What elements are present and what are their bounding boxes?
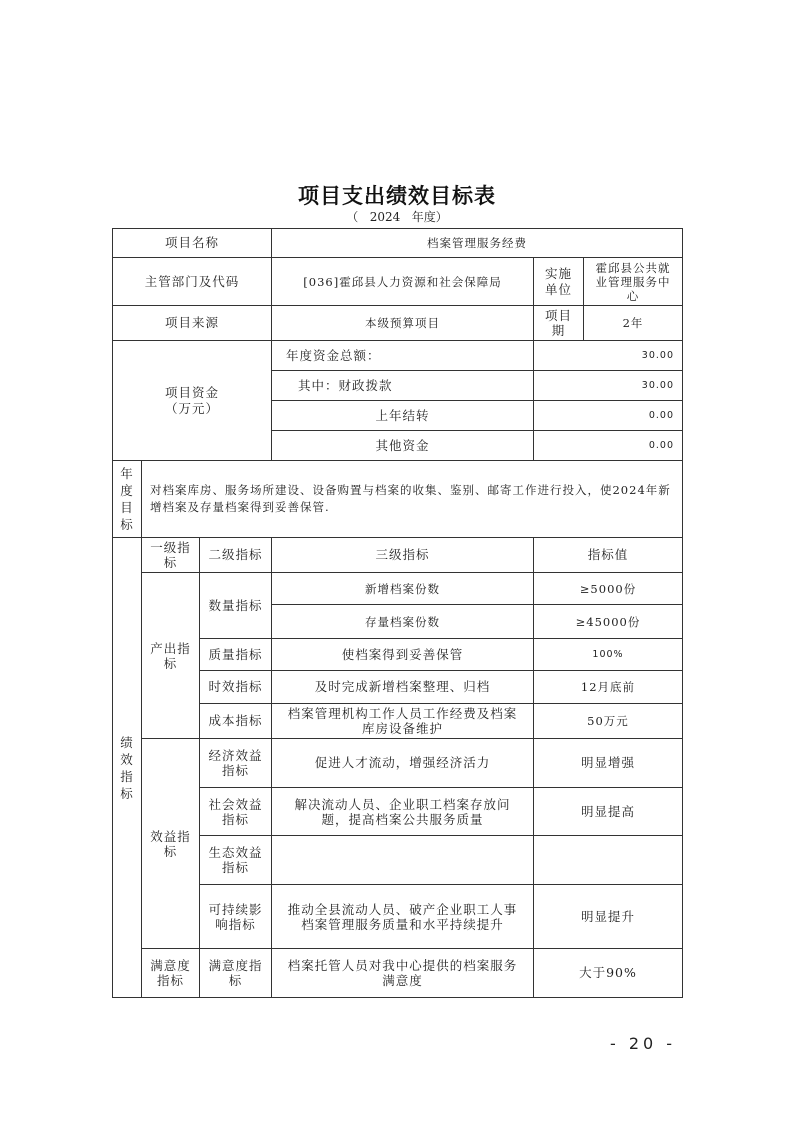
- level3-stock-files: 存量档案份数: [271, 604, 534, 639]
- level1-output: 产出指标: [141, 572, 200, 739]
- funds-carryover-label: 上年结转: [271, 400, 534, 431]
- project-name-label: 项目名称: [112, 228, 272, 258]
- value-cost: 50万元: [533, 703, 683, 739]
- value-new-files: ≥5000份: [533, 572, 683, 605]
- level2-timeliness: 时效指标: [199, 670, 272, 704]
- level2-satisfaction: 满意度指标: [199, 948, 272, 998]
- value-sustainable: 明显提升: [533, 884, 683, 949]
- level2-social: 社会效益指标: [199, 787, 272, 836]
- project-name-value: 档案管理服务经费: [271, 228, 683, 258]
- header-level1: 一级指标: [141, 537, 200, 573]
- dept-label: 主管部门及代码: [112, 257, 272, 306]
- funds-fiscal-value: 30.00: [533, 370, 683, 401]
- funds-label-line1: 项目资金: [164, 384, 219, 400]
- value-social: 明显提高: [533, 787, 683, 836]
- value-quality: 100%: [533, 638, 683, 671]
- level3-sustainable: 推动全县流动人员、破产企业职工人事档案管理服务质量和水平持续提升: [271, 884, 534, 949]
- dept-value: [036]霍邱县人力资源和社会保障局: [271, 257, 534, 306]
- source-value: 本级预算项目: [271, 305, 534, 341]
- value-satisfaction: 大于90%: [533, 948, 683, 998]
- value-economic: 明显增强: [533, 738, 683, 788]
- level2-economic: 经济效益指标: [199, 738, 272, 788]
- level2-sustainable: 可持续影响指标: [199, 884, 272, 949]
- page-title: 项目支出绩效目标表: [298, 184, 496, 208]
- level3-ecological: [271, 835, 534, 885]
- level3-quality: 使档案得到妥善保管: [271, 638, 534, 671]
- level3-cost: 档案管理机构工作人员工作经费及档案库房设备维护: [271, 703, 534, 739]
- funds-label: [112, 340, 272, 461]
- level2-cost: 成本指标: [199, 703, 272, 739]
- annual-goal-text: 对档案库房、服务场所建设、设备购置与档案的收集、鉴别、邮寄工作进行投入，使2024年新增档案及存量档案得到妥善保管.: [141, 460, 683, 538]
- level1-satisfaction: 满意度指标: [141, 948, 200, 998]
- level1-benefit: 效益指标: [141, 738, 200, 949]
- header-level2: 二级指标: [199, 537, 272, 573]
- funds-other-value: 0.00: [533, 430, 683, 461]
- value-ecological: [533, 835, 683, 885]
- level3-satisfaction: 档案托管人员对我中心提供的档案服务满意度: [271, 948, 534, 998]
- period-value: 2年: [583, 305, 683, 341]
- funds-fiscal-label: 其中：财政拨款: [271, 370, 534, 401]
- funds-total-label: 年度资金总额：: [271, 340, 534, 371]
- level3-economic: 促进人才流动，增强经济活力: [271, 738, 534, 788]
- value-timeliness: 12月底前: [533, 670, 683, 704]
- value-stock-files: ≥45000份: [533, 604, 683, 639]
- source-label: 项目来源: [112, 305, 272, 341]
- page-number: - 20 -: [610, 1034, 677, 1053]
- level2-quality: 质量指标: [199, 638, 272, 671]
- annual-goal-label: 年度目标: [112, 460, 142, 538]
- level3-new-files: 新增档案份数: [271, 572, 534, 605]
- level3-social: 解决流动人员、企业职工档案存放问题，提高档案公共服务质量: [271, 787, 534, 836]
- impl-unit-value: 霍邱县公共就业管理服务中心: [583, 257, 683, 306]
- level3-timeliness: 及时完成新增档案整理、归档: [271, 670, 534, 704]
- year-subtitle: （ 2024 年度）: [346, 210, 448, 224]
- header-level3: 三级指标: [271, 537, 534, 573]
- impl-unit-label: 实施单位: [533, 257, 584, 306]
- header-value: 指标值: [533, 537, 683, 573]
- indicators-section-label: 绩效指标: [112, 537, 142, 998]
- funds-other-label: 其他资金: [271, 430, 534, 461]
- funds-carryover-value: 0.00: [533, 400, 683, 431]
- funds-total-value: 30.00: [533, 340, 683, 371]
- funds-label-line2: （万元）: [164, 400, 219, 416]
- level2-ecological: 生态效益指标: [199, 835, 272, 885]
- period-label: 项目期: [533, 305, 584, 341]
- level2-quantity: 数量指标: [199, 572, 272, 639]
